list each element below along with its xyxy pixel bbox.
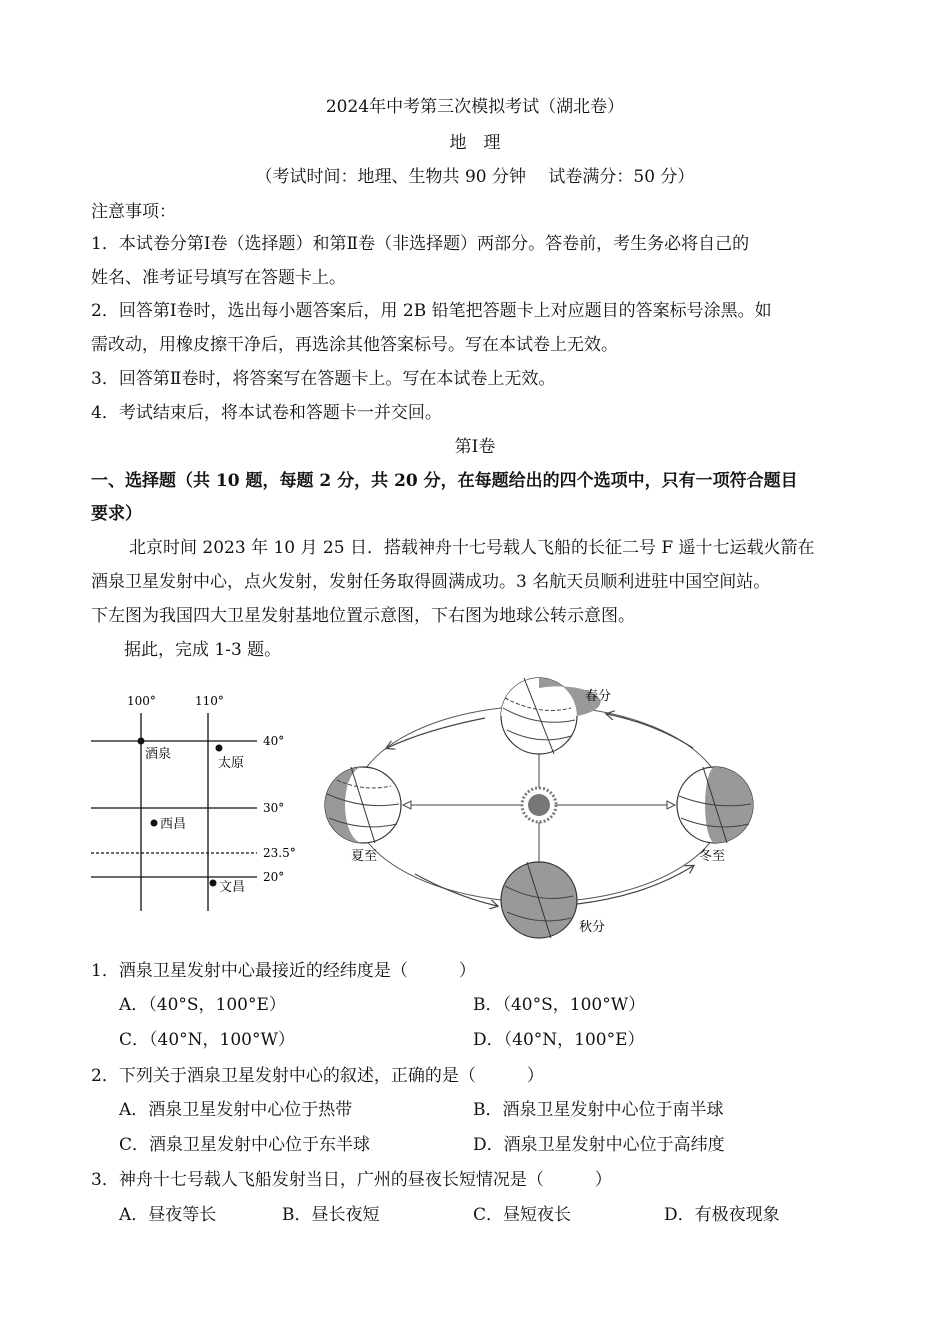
section-heading-1: 一、选择题（共 10 题，每题 2 分，共 20 分，在每题给出的四个选项中，只有一项符合题目 [91,471,798,491]
taiyuan-dot [216,745,223,752]
q1-option-d[interactable]: D．（40°N，100°E） [473,1030,645,1050]
summer-label: 夏至 [351,849,378,864]
lat-20-label: 20° [263,870,285,884]
earth-autumn [501,862,605,938]
q2-option-c[interactable]: C．酒泉卫星发射中心位于东半球 [119,1135,371,1155]
lon-110-label: 110° [195,694,224,708]
launch-base-map [85,685,315,920]
lat-40-label: 40° [263,734,285,748]
passage-line-1: 北京时间 2023 年 10 月 25 日．搭载神舟十七号载人飞船的长征二号 F 遥十七运载火箭在 [129,538,815,558]
passage-line-2: 酒泉卫星发射中心，点火发射，发射任务取得圆满成功。3 名航天员顺利进驻中国空间站。 [91,572,771,592]
earth-winter [677,767,753,864]
q1-option-c[interactable]: C．（40°N，100°W） [119,1030,295,1050]
earth-spring [501,678,611,754]
q3-option-d[interactable]: D．有极夜现象 [664,1205,780,1225]
sun-ray-left-arrow [403,801,411,809]
exam-meta: （考试时间：地理、生物共 90 分钟 试卷满分：50 分） [255,167,695,187]
taiyuan-label: 太原 [218,756,245,771]
earth-summer [325,767,401,864]
notice-2b: 需改动，用橡皮擦干净后，再选涂其他答案标号。写在本试卷上无效。 [91,335,618,355]
orbit-arrow-3 [577,866,693,904]
q3-option-b[interactable]: B．昼长夜短 [282,1205,380,1225]
exam-title: 2024年中考第三次模拟考试（湖北卷） [325,97,625,117]
q3-option-a[interactable]: A．昼夜等长 [119,1205,217,1225]
jiuquan-dot [138,738,145,745]
lon-100-label: 100° [127,694,156,708]
q2-option-d[interactable]: D．酒泉卫星发射中心位于高纬度 [473,1135,725,1155]
notice-4: 4．考试结束后，将本试卷和答题卡一并交回。 [91,403,442,423]
q1-stem: 1．酒泉卫星发射中心最接近的经纬度是（ ） [91,961,476,981]
sun-ray-right-arrow [667,801,675,809]
xichang-dot [151,820,158,827]
orbit-arrow-2 [415,874,497,906]
notice-2a: 2．回答第Ⅰ卷时，选出每小题答案后，用 2B 铅笔把答题卡上对应题目的答案标号涂黑。如 [91,301,772,321]
notice-3: 3．回答第Ⅱ卷时，将答案写在答题卡上。写在本试卷上无效。 [91,369,556,389]
notice-1a: 1．本试卷分第Ⅰ卷（选择题）和第Ⅱ卷（非选择题）两部分。答卷前，考生务必将自己的 [91,234,750,254]
earth-orbit-diagram [315,668,765,948]
winter-label: 冬至 [699,849,726,864]
q2-option-a[interactable]: A．酒泉卫星发射中心位于热带 [119,1100,353,1120]
wenchang-dot [210,880,217,887]
q2-stem: 2．下列关于酒泉卫星发射中心的叙述，正确的是（ ） [91,1066,544,1086]
passage-line-4: 据此，完成 1-3 题。 [124,640,282,660]
xichang-label: 西昌 [160,817,187,832]
lat-30-label: 30° [263,801,285,815]
q3-stem: 3．神舟十七号载人飞船发射当日，广州的昼夜长短情况是（ ） [91,1170,612,1190]
lat-235-label: 23.5° [263,846,296,860]
q1-option-b[interactable]: B．（40°S，100°W） [473,995,646,1015]
wenchang-label: 文昌 [219,880,246,895]
q1-option-a[interactable]: A．（40°S，100°E） [119,995,286,1015]
orbit-arrow-4 [607,714,693,748]
passage-line-3: 下左图为我国四大卫星发射基地位置示意图，下右图为地球公转示意图。 [91,606,635,626]
part-title: 第Ⅰ卷 [454,437,496,457]
q2-option-b[interactable]: B．酒泉卫星发射中心位于南半球 [473,1100,724,1120]
subject-title: 地 理 [449,133,501,153]
q3-option-c[interactable]: C．昼短夜长 [473,1205,572,1225]
jiuquan-label: 酒泉 [145,747,172,762]
spring-label: 春分 [585,689,612,704]
section-heading-2: 要求） [91,504,142,524]
notice-heading: 注意事项： [91,202,176,222]
autumn-label: 秋分 [579,920,606,935]
notice-1b: 姓名、准考证号填写在答题卡上。 [91,268,346,288]
sun-core [528,794,550,816]
